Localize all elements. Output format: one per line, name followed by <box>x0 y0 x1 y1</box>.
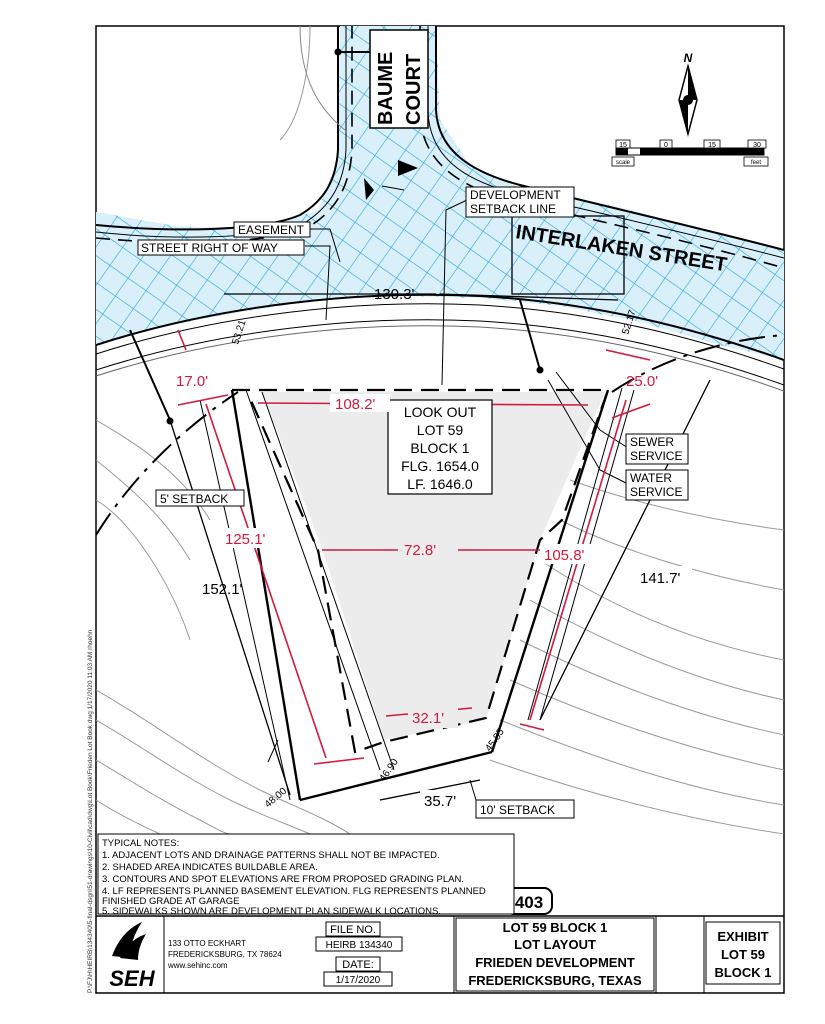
elev-45-85: 45.85 <box>483 726 507 754</box>
elev-48-00: 48.00 <box>262 785 290 811</box>
scale-tick-15a: 15 <box>619 142 627 149</box>
scale-tick-0: 0 <box>664 142 668 149</box>
elev-53-21: 53.21 <box>230 318 249 346</box>
scale-unit-left: scale <box>615 160 631 166</box>
exhibit-line-2: LOT 59 <box>720 947 766 962</box>
dev-setback-label-2: SETBACK LINE <box>470 202 557 216</box>
scale-unit-right: feet <box>750 160 762 166</box>
dim-108: 108.2' <box>335 396 376 413</box>
date-label: DATE: <box>342 959 374 971</box>
title-line-4: FREDERICKSBURG, TEXAS <box>468 973 642 988</box>
water-label-1: WATER <box>630 471 672 485</box>
note-5: 5. SIDEWALKS SHOWN ARE DEVELOPMENT PLAN SIDEWALK LOCATIONS. <box>102 906 441 917</box>
dim-125: 125.1' <box>225 531 266 548</box>
note-4b: FINISHED GRADE AT GARAGE <box>102 896 240 907</box>
dev-setback-label-1: DEVELOPMENT <box>470 188 561 202</box>
title-block <box>96 916 784 993</box>
street-baume: BAUME <box>375 51 397 125</box>
lot-number: LOT 59 <box>416 422 464 438</box>
note-4a: 4. LF REPRESENTS PLANNED BASEMENT ELEVATION. FLG REPRESENTS PLANNED <box>102 886 486 897</box>
exhibit-line-3: BLOCK 1 <box>714 965 772 980</box>
sewer-label-2: SERVICE <box>630 449 683 463</box>
dim-25: 25.0' <box>626 373 659 390</box>
north-label: N <box>683 51 693 65</box>
lot-info-box <box>388 400 492 494</box>
scale-bar <box>612 140 768 166</box>
dim-105: 105.8' <box>544 547 585 564</box>
street-interlaken: INTERLAKEN STREET <box>514 221 729 277</box>
title-line-1: LOT 59 BLOCK 1 <box>502 920 608 935</box>
lot-name: LOOK OUT <box>403 404 477 420</box>
title-line-3: FRIEDEN DEVELOPMENT <box>475 955 635 970</box>
sewer-label-1: SEWER <box>630 435 675 449</box>
exhibit-line-1: EXHIBIT <box>717 929 769 944</box>
water-label-2: SERVICE <box>630 485 683 499</box>
note-2: 2. SHADED AREA INDICATES BUILDABLE AREA. <box>102 862 318 873</box>
date-value: 1/17/2020 <box>335 975 381 986</box>
setback-5-label: 5' SETBACK <box>160 492 229 506</box>
lot-flg: FLG. 1654.0 <box>401 458 479 474</box>
logo-text: SEH <box>109 966 155 991</box>
file-no-value: HEIRB 134340 <box>325 940 393 951</box>
dim-72: 72.8' <box>404 542 437 559</box>
dim-35: 35.7' <box>424 793 457 810</box>
setback-10-label: 10' SETBACK <box>480 803 555 817</box>
north-arrow-icon <box>679 51 697 134</box>
scale-tick-30: 30 <box>753 142 761 149</box>
street-court: COURT <box>403 53 425 125</box>
address-line-1: 133 OTTO ECKHART <box>168 939 246 948</box>
address-line-2: FREDERICKSBURG, TX 78624 <box>168 950 282 959</box>
seh-logo-icon <box>109 922 155 991</box>
elev-46-90: 46.90 <box>377 756 401 784</box>
sheet-number: 403 <box>514 893 544 912</box>
street-row-hatch <box>96 26 784 360</box>
development-setback-line <box>96 26 352 242</box>
dim-32: 32.1' <box>412 710 445 727</box>
dim-152: 152.1' <box>202 581 243 598</box>
row-label: STREET RIGHT OF WAY <box>141 241 278 255</box>
file-path-stamp: P:\FJ\H\HEIRB\134340\5-final-dsgn\51-drawings\10-Civil\cad\dwg\Lot Book\Frieden Lot Book.dwg 1/17/2020 11:03 AM rhoehn <box>87 629 94 993</box>
file-no-label: FILE NO. <box>330 924 376 936</box>
easement-label: EASEMENT <box>238 223 305 237</box>
lot-lf: LF. 1646.0 <box>407 476 473 492</box>
scale-tick-15b: 15 <box>708 142 716 149</box>
notes-title: TYPICAL NOTES: <box>102 838 180 849</box>
lot-block: BLOCK 1 <box>410 440 470 456</box>
dim-17: 17.0' <box>176 373 209 390</box>
title-line-2: LOT LAYOUT <box>514 937 596 952</box>
website: www.sehinc.com <box>168 961 228 970</box>
dim-141: 141.7' <box>640 570 681 587</box>
elev-52-17: 52.17 <box>620 308 639 336</box>
note-3: 3. CONTOURS AND SPOT ELEVATIONS ARE FROM PROPOSED GRADING PLAN. <box>102 874 464 885</box>
dim-130: 130.3' <box>374 286 415 303</box>
baume-court-label <box>370 30 428 128</box>
note-1: 1. ADJACENT LOTS AND DRAINAGE PATTERNS SHALL NOT BE IMPACTED. <box>102 850 440 861</box>
typical-notes <box>98 834 514 917</box>
